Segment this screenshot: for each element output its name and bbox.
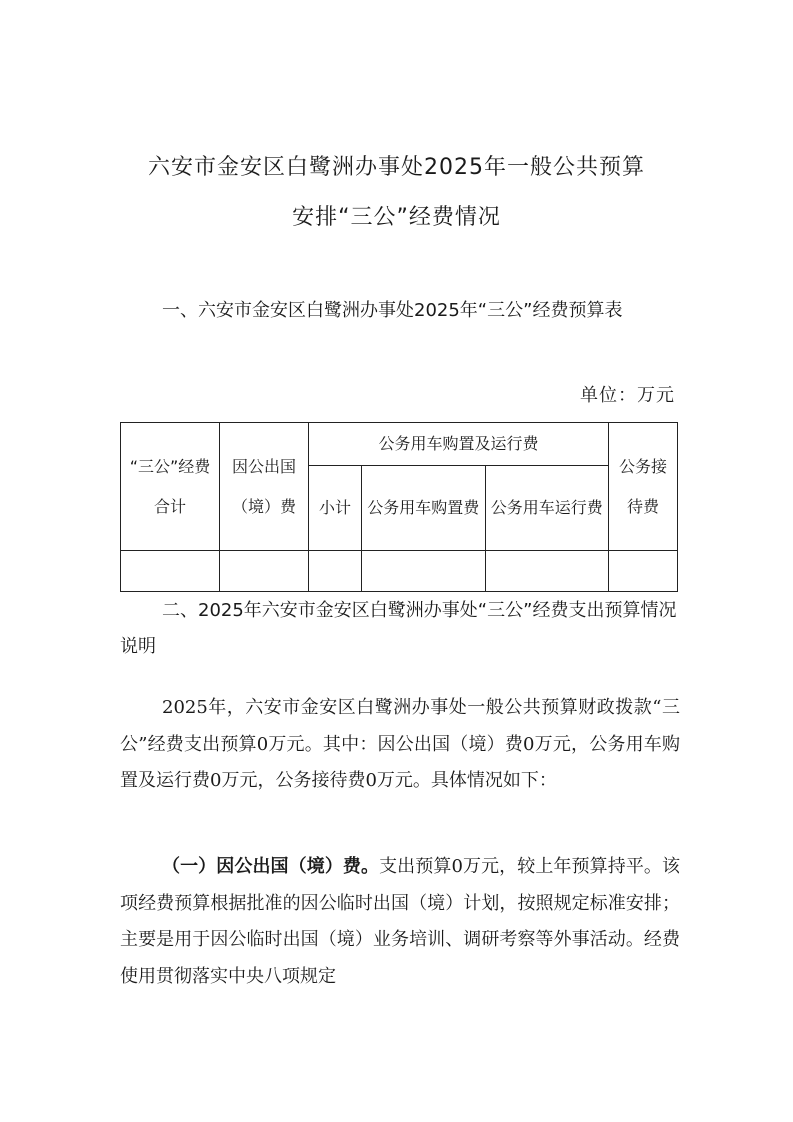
three-public-budget-table bbox=[120, 422, 678, 592]
table-row bbox=[121, 551, 678, 592]
header-abroad: 因公出国（境）费 bbox=[220, 423, 309, 551]
header-vehicle-operation: 公务用车运行费 bbox=[485, 466, 609, 551]
cell-vehicle-operation bbox=[485, 551, 609, 592]
cell-reception bbox=[609, 551, 678, 592]
paragraph-abroad-body: 支出预算0万元，较上年预算持平。该项经费预算根据批准的因公临时出国（境）计划，按照规定标准安排；主要是用于因公临时出国（境）业务培训、调研考察等外事活动。经费使用贯彻落实中央八项规定 bbox=[120, 856, 680, 987]
paragraph-abroad-lead: （一）因公出国（境）费。 bbox=[162, 856, 380, 877]
section2-heading: 二、2025年六安市金安区白鹭洲办事处“三公”经费支出预算情况说明 bbox=[120, 600, 677, 657]
cell-subtotal bbox=[309, 551, 362, 592]
cell-abroad bbox=[220, 551, 309, 592]
paragraph-abroad bbox=[120, 849, 680, 995]
header-vehicle-purchase: 公务用车购置费 bbox=[362, 466, 486, 551]
cell-total bbox=[121, 551, 220, 592]
header-subtotal: 小计 bbox=[309, 466, 362, 551]
section1-heading: 一、六安市金安区白鹭洲办事处2025年“三公”经费预算表 bbox=[162, 300, 623, 321]
cell-vehicle-purchase bbox=[362, 551, 486, 592]
header-reception: 公务接待费 bbox=[609, 423, 678, 551]
paragraph-summary: 2025年，六安市金安区白鹭洲办事处一般公共预算财政拨款“三公”经费支出预算0万元。其中：因公出国（境）费0万元，公务用车购置及运行费0万元，公务接待费0万元。具体情况如下： bbox=[120, 697, 680, 791]
header-vehicle-group: 公务用车购置及运行费 bbox=[309, 423, 609, 466]
document-title-line2: 安排“三公”经费情况 bbox=[292, 205, 501, 230]
header-total: “三公”经费合计 bbox=[121, 423, 220, 551]
unit-label: 单位：万元 bbox=[580, 385, 675, 406]
document-title-line1: 六安市金安区白鹭洲办事处2025年一般公共预算 bbox=[148, 155, 645, 180]
